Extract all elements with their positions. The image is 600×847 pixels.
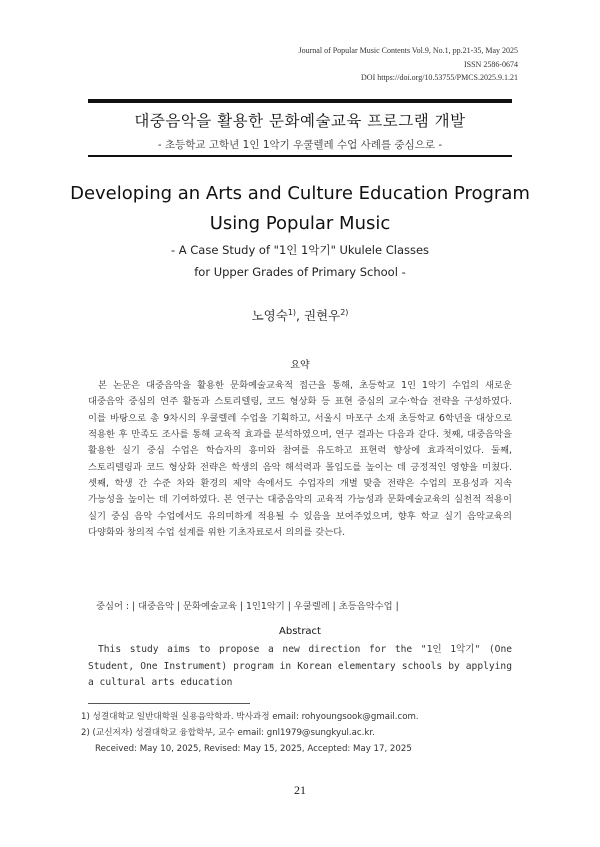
received-dates: Received: May 10, 2025, Revised: May 15, 2025, Accepted: May 17, 2025 xyxy=(95,744,412,754)
english-abstract-body: This study aims to propose a new direction for the "1인 1악기" (One Student, One Instrument) program in Korean elementary schools by applying a cultural arts education xyxy=(88,644,512,688)
korean-title: 대중음악을 활용한 문화예술교육 프로그램 개발 xyxy=(134,112,466,130)
footnote-2: 2) (교신저자) 성결대학교 융합학부, 교수 email: gnl1979@sungkyul.ac.kr. xyxy=(81,728,375,738)
author-list xyxy=(0,306,600,324)
page-number: 21 xyxy=(294,783,306,797)
footnote-divider xyxy=(88,703,250,704)
english-subtitle-line2: for Upper Grades of Primary School - xyxy=(194,265,406,279)
author-2: 권현우 xyxy=(303,308,341,323)
title-bottom-rule xyxy=(88,155,512,157)
journal-citation: Journal of Popular Music Contents Vol.9, No.1, pp.21-35, May 2025 xyxy=(298,46,518,55)
keywords: 중심어 : | 대중음악 | 문화예술교육 | 1인1악기 | 우쿨렐레 | 초등음악수업 | xyxy=(96,601,399,612)
author-separator: , xyxy=(296,308,304,323)
footnote-1: 1) 성결대학교 일반대학원 실용음악학과. 박사과정 email: rohyoungsook@gmail.com. xyxy=(81,712,419,722)
korean-abstract-body: 본 논문은 대중음악을 활용한 문화예술교육적 접근을 통해, 초등학교 1인 1악기 수업의 새로운 대중음악 중심의 연주 활동과 스토리텔링, 코드 형상화 등 표현 중심의 교수·학습 전략을 구성하였다. 이를 바탕으로 총 9차시의 우쿨렐레 수업을 기획하고, 서울시 마포구 소재 초등학교 6학년을 대상으로 적용한 후 만족도 조사를 통해 교육적 효과를 분석하였으며, 연구 결과는 다음과 같다. 첫째, 대중음악을 활용한 실기 중심 수업은 학습자의 흥미와 참여를 유도하고 표현력 향상에 효과적이었다. 둘째, 스토리텔링과 코드 형상화 전략은 학생의 음악 해석력과 몰입도를 높이는 데 긍정적인 영향을 미쳤다. 셋째, 학생 간 수준 차와 환경의 제약 속에서도 수업자의 개별 맞춤 전략은 수업의 포용성과 지속 가능성을 높이는 데 기여하였다. 본 연구는 대중음악의 교육적 가능성과 문화예술교육의 실천적 적용이 실기 중심 음악 수업에서도 유의미하게 적용될 수 있음을 보여주었으며, 향후 학교 실기 음악교육의 다양화와 창의적 수업 설계를 위한 기초자료로서 의의를 갖는다. xyxy=(88,380,512,539)
author-2-footnote-mark: 2) xyxy=(340,307,349,317)
title-top-rule xyxy=(88,99,512,103)
journal-issn: ISSN 2586-0674 xyxy=(463,59,518,69)
author-1: 노영숙 xyxy=(251,308,288,323)
journal-header xyxy=(299,44,518,85)
english-subtitle-line1: - A Case Study of "1인 1악기" Ukulele Classes xyxy=(170,243,430,257)
english-title-line1: Developing an Arts and Culture Education Program xyxy=(70,183,530,204)
korean-abstract-heading: 요약 xyxy=(290,360,310,371)
english-title-line2: Using Popular Music xyxy=(209,213,391,234)
author-1-footnote-mark: 1) xyxy=(287,307,297,317)
korean-subtitle: - 초등학교 고학년 1인 1악기 우쿨렐레 수업 사례를 중심으로 - xyxy=(157,139,443,151)
english-abstract-heading: Abstract xyxy=(279,626,321,637)
journal-doi: DOI https://doi.org/10.53755/PMCS.2025.9.1.21 xyxy=(361,73,518,82)
footnotes xyxy=(81,709,419,757)
